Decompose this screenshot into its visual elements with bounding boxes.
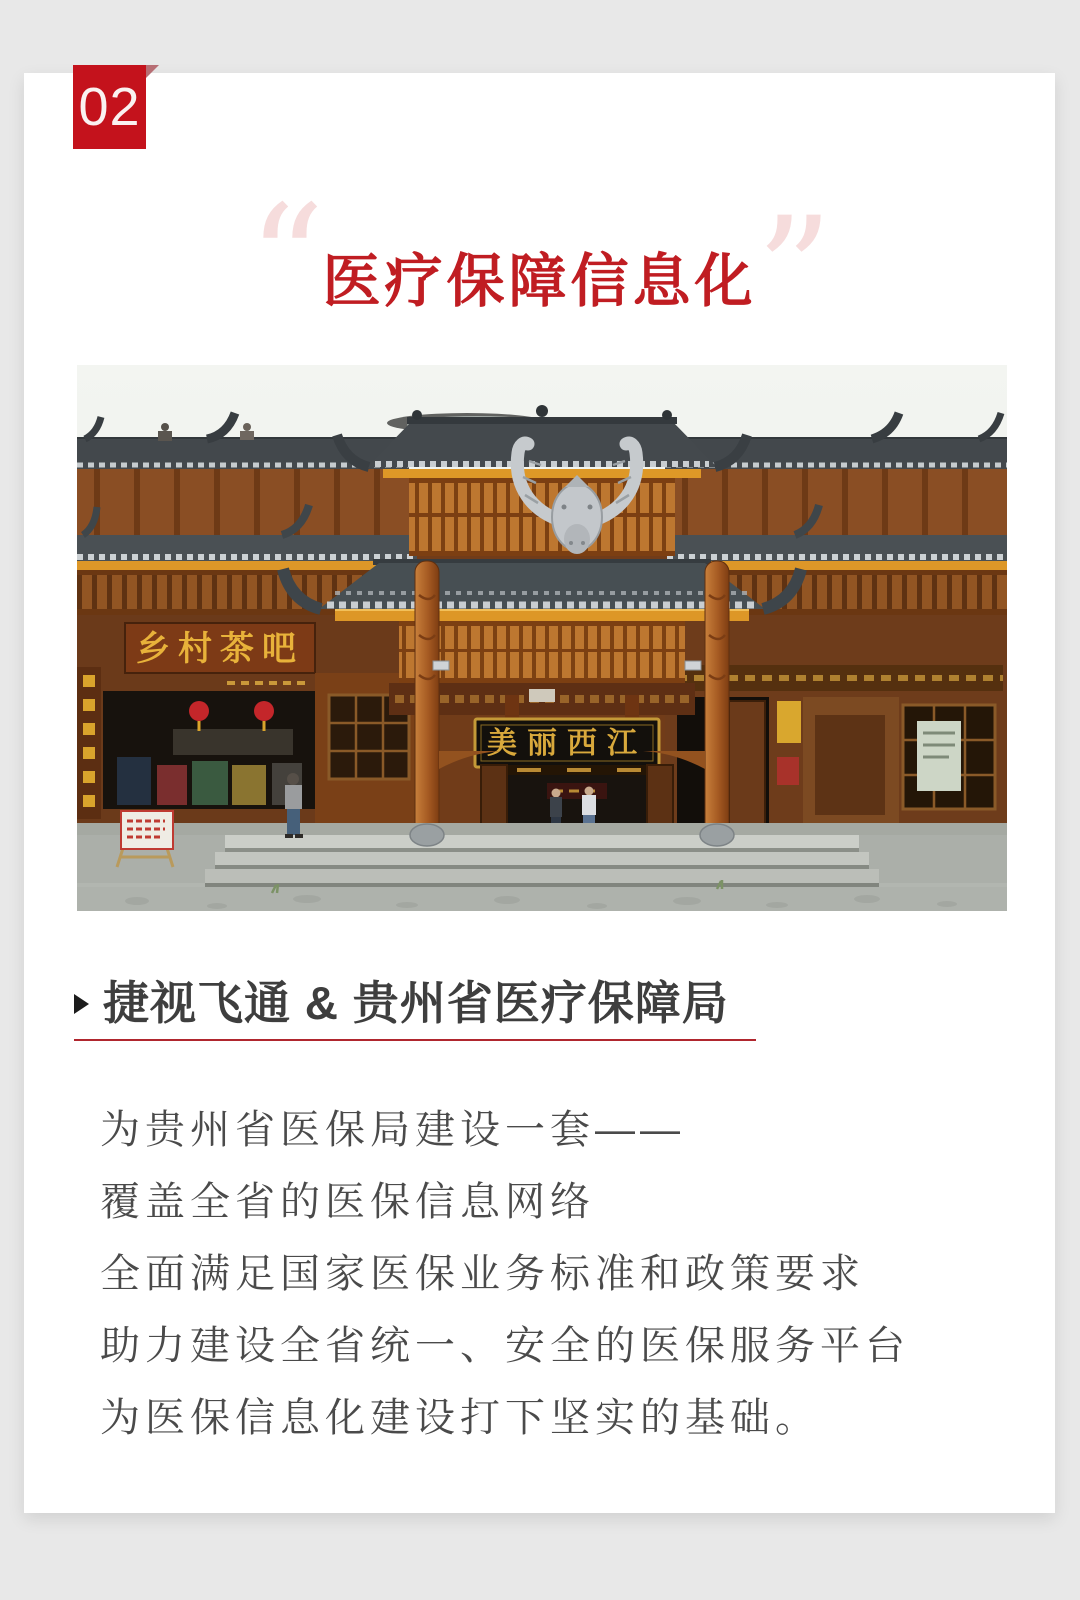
section-heading-row	[74, 978, 729, 1029]
section-number: 02	[78, 77, 141, 137]
page-title: 医疗保障信息化	[322, 249, 757, 314]
gate-plaque	[475, 719, 659, 767]
body-paragraph	[100, 1094, 1000, 1454]
body-line: 为医保信息化建设打下坚实的基础。	[100, 1396, 820, 1440]
close-quote-icon: ”	[756, 186, 833, 360]
triangle-right-icon	[74, 994, 89, 1014]
section-heading: 捷视飞通 & 贵州省医疗保障局	[103, 977, 729, 1029]
body-line: 覆盖全省的医保信息网络	[100, 1180, 595, 1224]
plaque-text: 美丽西江	[487, 727, 647, 760]
left-wing	[77, 413, 419, 835]
heading-underline	[74, 1039, 756, 1041]
body-line: 为贵州省医保局建设一套——	[100, 1108, 685, 1152]
ribbon-fold-icon	[146, 65, 159, 78]
gateway-photo	[77, 365, 1007, 911]
open-quote-icon: “	[248, 174, 325, 348]
shop-sign-text: 乡村茶吧	[136, 630, 304, 668]
shop-sign	[125, 623, 315, 673]
body-line: 全面满足国家医保业务标准和政策要求	[100, 1252, 865, 1296]
content-card	[24, 73, 1055, 1513]
section-number-badge	[73, 65, 146, 149]
body-line: 助力建设全省统一、安全的医保服务平台	[100, 1324, 910, 1368]
